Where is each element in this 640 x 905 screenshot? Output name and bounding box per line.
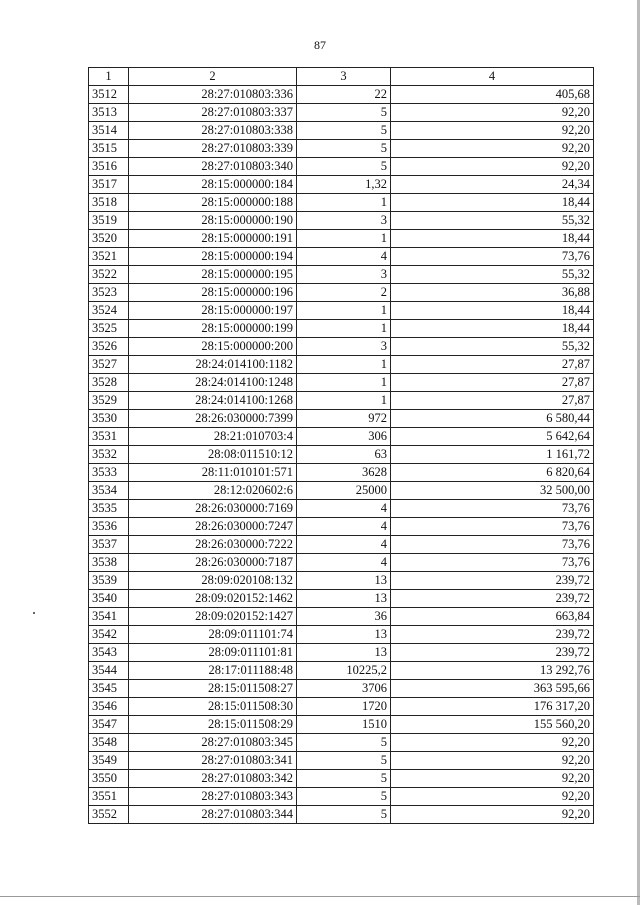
row-number: 3546	[89, 698, 129, 716]
row-number: 3529	[89, 392, 129, 410]
table-row	[89, 752, 594, 770]
table-row	[89, 356, 594, 374]
row-number: 3515	[89, 140, 129, 158]
table-row	[89, 374, 594, 392]
amount-value: 239,72	[391, 572, 594, 590]
table-row	[89, 212, 594, 230]
table-row	[89, 284, 594, 302]
cadastral-number: 28:26:030000:7247	[129, 518, 297, 536]
data-table	[88, 67, 594, 824]
cadastral-number: 28:24:014100:1248	[129, 374, 297, 392]
cadastral-number: 28:15:011508:29	[129, 716, 297, 734]
cadastral-number: 28:15:000000:184	[129, 176, 297, 194]
area-value: 3	[297, 338, 391, 356]
cadastral-number: 28:15:000000:194	[129, 248, 297, 266]
amount-value: 92,20	[391, 806, 594, 824]
area-value: 13	[297, 626, 391, 644]
area-value: 4	[297, 554, 391, 572]
table-row	[89, 482, 594, 500]
area-value: 3	[297, 266, 391, 284]
table-row	[89, 122, 594, 140]
row-number: 3516	[89, 158, 129, 176]
scan-bottom-edge	[0, 896, 640, 897]
area-value: 1	[297, 374, 391, 392]
row-number: 3530	[89, 410, 129, 428]
row-number: 3524	[89, 302, 129, 320]
row-number: 3536	[89, 518, 129, 536]
table-row	[89, 554, 594, 572]
amount-value: 55,32	[391, 338, 594, 356]
row-number: 3513	[89, 104, 129, 122]
table-row	[89, 464, 594, 482]
row-number: 3534	[89, 482, 129, 500]
row-number: 3523	[89, 284, 129, 302]
cadastral-number: 28:24:014100:1268	[129, 392, 297, 410]
area-value: 13	[297, 572, 391, 590]
area-value: 972	[297, 410, 391, 428]
cadastral-number: 28:27:010803:343	[129, 788, 297, 806]
amount-value: 92,20	[391, 140, 594, 158]
cadastral-number: 28:15:000000:200	[129, 338, 297, 356]
area-value: 4	[297, 248, 391, 266]
row-number: 3526	[89, 338, 129, 356]
cadastral-number: 28:15:000000:199	[129, 320, 297, 338]
table-row	[89, 230, 594, 248]
cadastral-number: 28:26:030000:7399	[129, 410, 297, 428]
amount-value: 239,72	[391, 644, 594, 662]
amount-value: 18,44	[391, 194, 594, 212]
cadastral-number: 28:27:010803:345	[129, 734, 297, 752]
area-value: 5	[297, 104, 391, 122]
amount-value: 73,76	[391, 554, 594, 572]
table-row	[89, 806, 594, 824]
cadastral-number: 28:15:000000:197	[129, 302, 297, 320]
cadastral-number: 28:26:030000:7169	[129, 500, 297, 518]
cadastral-number: 28:09:020152:1427	[129, 608, 297, 626]
cadastral-number: 28:09:011101:74	[129, 626, 297, 644]
area-value: 22	[297, 86, 391, 104]
row-number: 3549	[89, 752, 129, 770]
row-number: 3552	[89, 806, 129, 824]
table-row	[89, 608, 594, 626]
area-value: 1	[297, 320, 391, 338]
row-number: 3531	[89, 428, 129, 446]
cadastral-number: 28:27:010803:340	[129, 158, 297, 176]
row-number: 3537	[89, 536, 129, 554]
row-number: 3522	[89, 266, 129, 284]
row-number: 3525	[89, 320, 129, 338]
area-value: 63	[297, 446, 391, 464]
cadastral-number: 28:15:000000:196	[129, 284, 297, 302]
area-value: 3	[297, 212, 391, 230]
area-value: 1	[297, 230, 391, 248]
amount-value: 73,76	[391, 500, 594, 518]
cadastral-number: 28:15:011508:30	[129, 698, 297, 716]
table-row	[89, 86, 594, 104]
row-number: 3542	[89, 626, 129, 644]
cadastral-number: 28:11:010101:571	[129, 464, 297, 482]
row-number: 3551	[89, 788, 129, 806]
table-body	[89, 86, 594, 824]
table-row	[89, 590, 594, 608]
table-row	[89, 734, 594, 752]
amount-value: 18,44	[391, 302, 594, 320]
row-number: 3532	[89, 446, 129, 464]
amount-value: 73,76	[391, 536, 594, 554]
cadastral-number: 28:26:030000:7187	[129, 554, 297, 572]
amount-value: 32 500,00	[391, 482, 594, 500]
area-value: 5	[297, 770, 391, 788]
row-number: 3521	[89, 248, 129, 266]
table-row	[89, 338, 594, 356]
area-value: 5	[297, 140, 391, 158]
area-value: 1,32	[297, 176, 391, 194]
table-row	[89, 176, 594, 194]
cadastral-number: 28:27:010803:342	[129, 770, 297, 788]
cadastral-number: 28:24:014100:1182	[129, 356, 297, 374]
cadastral-number: 28:15:000000:195	[129, 266, 297, 284]
scan-speck	[33, 612, 35, 614]
amount-value: 155 560,20	[391, 716, 594, 734]
area-value: 2	[297, 284, 391, 302]
amount-value: 73,76	[391, 248, 594, 266]
row-number: 3548	[89, 734, 129, 752]
cadastral-number: 28:21:010703:4	[129, 428, 297, 446]
area-value: 5	[297, 788, 391, 806]
amount-value: 92,20	[391, 734, 594, 752]
table-row	[89, 536, 594, 554]
table-row	[89, 392, 594, 410]
amount-value: 5 642,64	[391, 428, 594, 446]
area-value: 1	[297, 194, 391, 212]
amount-value: 92,20	[391, 122, 594, 140]
column-header-1: 1	[89, 68, 129, 86]
amount-value: 18,44	[391, 320, 594, 338]
amount-value: 92,20	[391, 104, 594, 122]
table-row	[89, 104, 594, 122]
row-number: 3519	[89, 212, 129, 230]
area-value: 4	[297, 500, 391, 518]
amount-value: 176 317,20	[391, 698, 594, 716]
row-number: 3540	[89, 590, 129, 608]
area-value: 1510	[297, 716, 391, 734]
row-number: 3517	[89, 176, 129, 194]
table-row	[89, 248, 594, 266]
table-row	[89, 446, 594, 464]
amount-value: 55,32	[391, 212, 594, 230]
row-number: 3545	[89, 680, 129, 698]
table-row	[89, 698, 594, 716]
area-value: 1	[297, 356, 391, 374]
amount-value: 663,84	[391, 608, 594, 626]
cadastral-number: 28:27:010803:336	[129, 86, 297, 104]
row-number: 3547	[89, 716, 129, 734]
amount-value: 92,20	[391, 770, 594, 788]
cadastral-number: 28:15:000000:191	[129, 230, 297, 248]
cadastral-number: 28:27:010803:337	[129, 104, 297, 122]
amount-value: 239,72	[391, 626, 594, 644]
row-number: 3514	[89, 122, 129, 140]
table-row	[89, 680, 594, 698]
table-row	[89, 140, 594, 158]
amount-value: 239,72	[391, 590, 594, 608]
area-value: 1	[297, 392, 391, 410]
area-value: 13	[297, 644, 391, 662]
table-row	[89, 158, 594, 176]
cadastral-number: 28:09:020108:132	[129, 572, 297, 590]
amount-value: 13 292,76	[391, 662, 594, 680]
cadastral-number: 28:17:011188:48	[129, 662, 297, 680]
page-number: 87	[314, 38, 326, 52]
column-header-3: 3	[297, 68, 391, 86]
row-number: 3533	[89, 464, 129, 482]
area-value: 3706	[297, 680, 391, 698]
table-row	[89, 518, 594, 536]
area-value: 10225,2	[297, 662, 391, 680]
amount-value: 36,88	[391, 284, 594, 302]
amount-value: 405,68	[391, 86, 594, 104]
amount-value: 73,76	[391, 518, 594, 536]
area-value: 1	[297, 302, 391, 320]
row-number: 3539	[89, 572, 129, 590]
table-row	[89, 770, 594, 788]
area-value: 3628	[297, 464, 391, 482]
area-value: 36	[297, 608, 391, 626]
row-number: 3518	[89, 194, 129, 212]
amount-value: 27,87	[391, 356, 594, 374]
row-number: 3538	[89, 554, 129, 572]
table-row	[89, 572, 594, 590]
row-number: 3541	[89, 608, 129, 626]
cadastral-number: 28:27:010803:341	[129, 752, 297, 770]
cadastral-number: 28:15:011508:27	[129, 680, 297, 698]
cadastral-number: 28:09:011101:81	[129, 644, 297, 662]
area-value: 4	[297, 536, 391, 554]
cadastral-number: 28:26:030000:7222	[129, 536, 297, 554]
amount-value: 6 820,64	[391, 464, 594, 482]
cadastral-number: 28:27:010803:338	[129, 122, 297, 140]
cadastral-number: 28:08:011510:12	[129, 446, 297, 464]
table-row	[89, 500, 594, 518]
cadastral-number: 28:09:020152:1462	[129, 590, 297, 608]
amount-value: 363 595,66	[391, 680, 594, 698]
column-header-4: 4	[391, 68, 594, 86]
amount-value: 6 580,44	[391, 410, 594, 428]
amount-value: 24,34	[391, 176, 594, 194]
cadastral-number: 28:12:020602:6	[129, 482, 297, 500]
amount-value: 18,44	[391, 230, 594, 248]
area-value: 5	[297, 752, 391, 770]
table-row	[89, 716, 594, 734]
amount-value: 55,32	[391, 266, 594, 284]
table-row	[89, 410, 594, 428]
row-number: 3527	[89, 356, 129, 374]
area-value: 306	[297, 428, 391, 446]
cadastral-number: 28:27:010803:339	[129, 140, 297, 158]
area-value: 5	[297, 734, 391, 752]
amount-value: 92,20	[391, 752, 594, 770]
row-number: 3544	[89, 662, 129, 680]
amount-value: 92,20	[391, 788, 594, 806]
table-row	[89, 266, 594, 284]
cadastral-number: 28:15:000000:188	[129, 194, 297, 212]
area-value: 5	[297, 158, 391, 176]
cadastral-number: 28:27:010803:344	[129, 806, 297, 824]
area-value: 13	[297, 590, 391, 608]
table-row	[89, 302, 594, 320]
table-row	[89, 320, 594, 338]
amount-value: 27,87	[391, 374, 594, 392]
row-number: 3520	[89, 230, 129, 248]
column-header-2: 2	[129, 68, 297, 86]
area-value: 25000	[297, 482, 391, 500]
table-row	[89, 662, 594, 680]
row-number: 3512	[89, 86, 129, 104]
amount-value: 27,87	[391, 392, 594, 410]
area-value: 5	[297, 122, 391, 140]
row-number: 3550	[89, 770, 129, 788]
amount-value: 1 161,72	[391, 446, 594, 464]
row-number: 3528	[89, 374, 129, 392]
table-header	[89, 68, 594, 86]
amount-value: 92,20	[391, 158, 594, 176]
table-row	[89, 428, 594, 446]
cadastral-number: 28:15:000000:190	[129, 212, 297, 230]
table-row	[89, 788, 594, 806]
row-number: 3543	[89, 644, 129, 662]
area-value: 1720	[297, 698, 391, 716]
table-row	[89, 626, 594, 644]
area-value: 5	[297, 806, 391, 824]
area-value: 4	[297, 518, 391, 536]
row-number: 3535	[89, 500, 129, 518]
header-row	[89, 68, 594, 86]
table-row	[89, 194, 594, 212]
table-row	[89, 644, 594, 662]
